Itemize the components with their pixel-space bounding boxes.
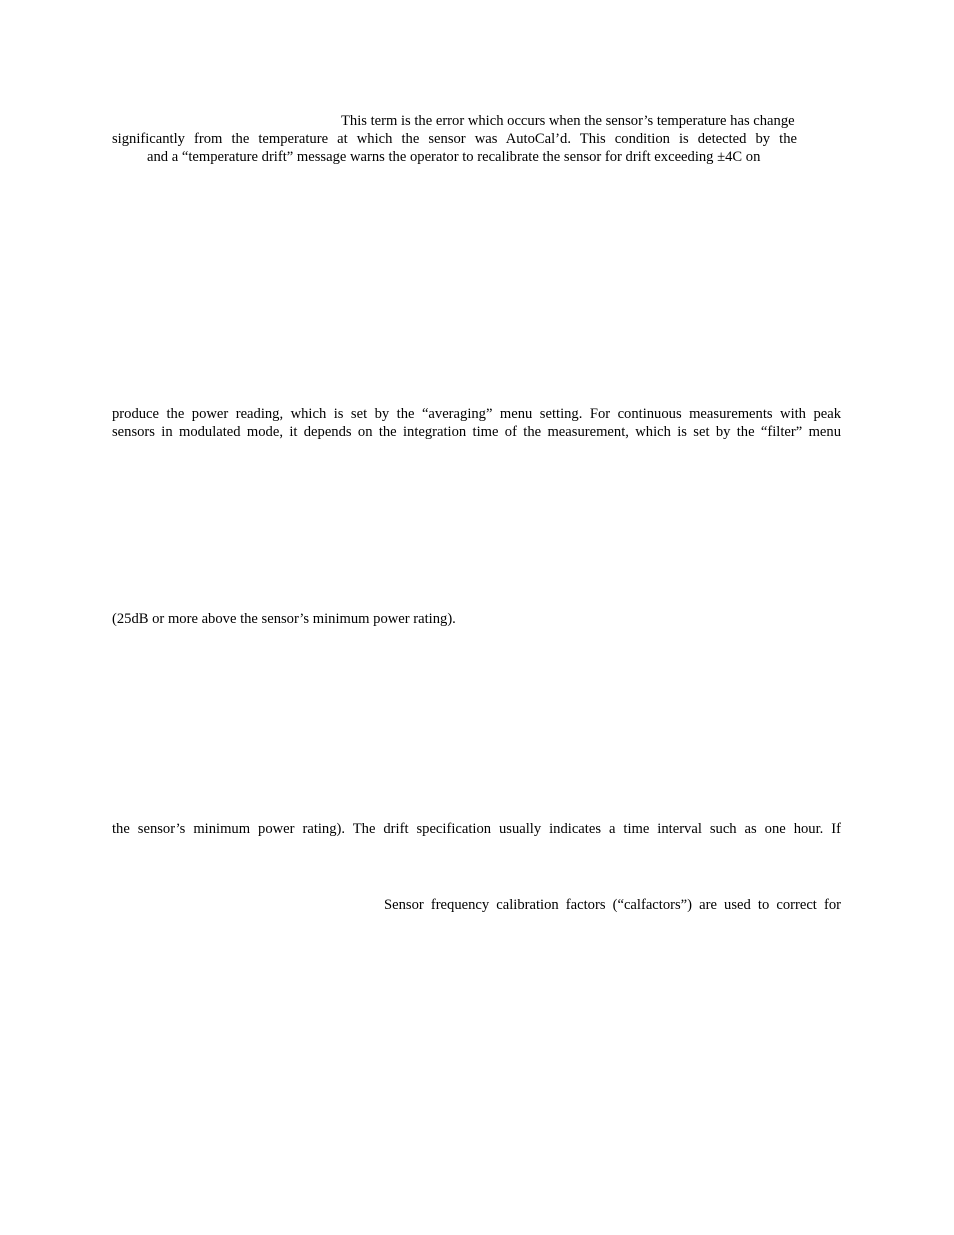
drift-spec-line: the sensor’s minimum power rating). The drift specification usually indicates a time interval such as one hour. If bbox=[112, 821, 841, 837]
temperature-drift-line-2: significantly from the temperature at which the sensor was AutoCal’d. This condition is detected by the bbox=[112, 131, 797, 147]
temperature-drift-line-1: This term is the error which occurs when the sensor’s temperature has change bbox=[341, 113, 795, 129]
power-rating-line: (25dB or more above the sensor’s minimum power rating). bbox=[112, 611, 456, 627]
temperature-drift-line-3: and a “temperature drift” message warns the operator to recalibrate the sensor for drift exceeding ±4C on bbox=[147, 149, 761, 165]
averaging-line-1: produce the power reading, which is set by the “averaging” menu setting. For continuous measurements with peak bbox=[112, 406, 841, 422]
calfactors-line: Sensor frequency calibration factors (“calfactors”) are used to correct for bbox=[384, 897, 841, 913]
averaging-line-2: sensors in modulated mode, it depends on the integration time of the measurement, which is set by the “filter” menu bbox=[112, 424, 841, 440]
